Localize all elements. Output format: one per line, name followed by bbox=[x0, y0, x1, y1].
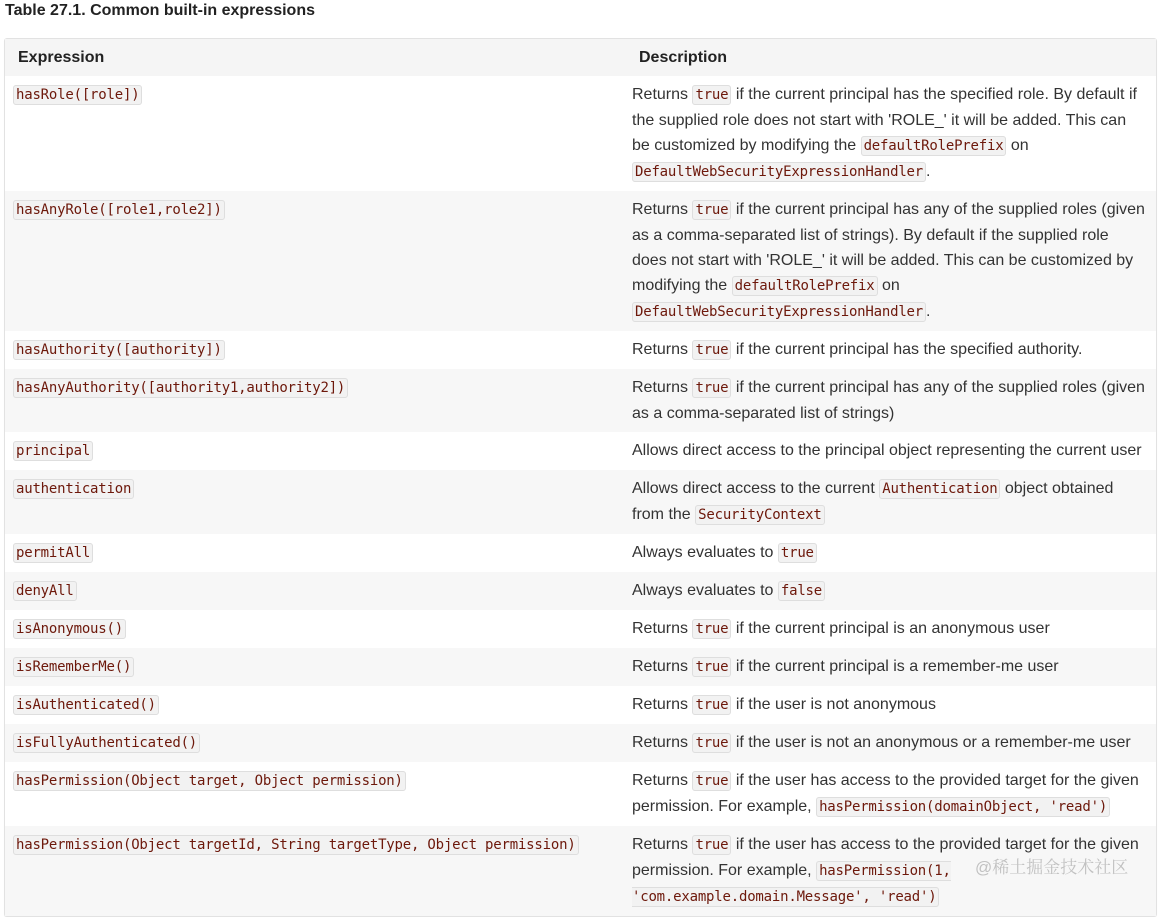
description-text: if the user is not an anonymous or a remember-me user bbox=[731, 734, 1131, 751]
expression-code: principal bbox=[13, 441, 93, 461]
description-cell bbox=[625, 724, 1156, 762]
table-row bbox=[5, 331, 1156, 369]
inline-code: hasPermission(1, 'com.example.domain.Message', 'read') bbox=[632, 863, 951, 905]
expression-cell bbox=[5, 369, 625, 432]
inline-code: true bbox=[692, 771, 731, 791]
expression-cell bbox=[5, 826, 625, 916]
description-cell bbox=[625, 572, 1156, 610]
expression-cell bbox=[5, 686, 625, 724]
table-row bbox=[5, 191, 1156, 331]
table-row bbox=[5, 762, 1156, 826]
description-cell bbox=[625, 826, 1156, 916]
table-row bbox=[5, 534, 1156, 572]
expression-cell bbox=[5, 470, 625, 534]
description-text: Allows direct access to the current bbox=[632, 480, 880, 497]
description-text: if the current principal has the specified role. By default if the supplied role does not start with 'ROLE_' it will be added. This can be customized by modifying the bbox=[632, 86, 1137, 154]
inline-code: false bbox=[778, 581, 825, 601]
inline-code: Authentication bbox=[879, 479, 1000, 499]
table-body bbox=[5, 76, 1156, 916]
inline-code: true bbox=[692, 378, 731, 398]
expression-code: hasAuthority([authority]) bbox=[13, 340, 225, 360]
description-text: Returns bbox=[632, 620, 693, 637]
expression-code: isAuthenticated() bbox=[13, 695, 159, 715]
description-text: Always evaluates to bbox=[632, 582, 778, 599]
column-header-expression: Expression bbox=[5, 39, 625, 76]
inline-code: DefaultWebSecurityExpressionHandler bbox=[632, 162, 926, 182]
table-row bbox=[5, 369, 1156, 432]
inline-code: true bbox=[692, 619, 731, 639]
description-text: if the current principal is a remember-me user bbox=[731, 658, 1059, 675]
description-text: on bbox=[1006, 137, 1029, 154]
description-cell bbox=[625, 191, 1156, 331]
inline-code: true bbox=[692, 657, 731, 677]
description-cell bbox=[625, 331, 1156, 369]
inline-code: defaultRolePrefix bbox=[732, 276, 878, 296]
description-cell bbox=[625, 762, 1156, 826]
expression-code: denyAll bbox=[13, 581, 77, 601]
inline-code: true bbox=[692, 695, 731, 715]
table-row bbox=[5, 572, 1156, 610]
description-text: Returns bbox=[632, 341, 693, 358]
description-text: . bbox=[926, 303, 931, 320]
table-row bbox=[5, 648, 1156, 686]
expression-code: permitAll bbox=[13, 543, 93, 563]
description-cell bbox=[625, 686, 1156, 724]
description-text: if the user has access to the provided target for the given permission. For example, bbox=[632, 836, 1139, 879]
description-cell bbox=[625, 534, 1156, 572]
expression-cell bbox=[5, 610, 625, 648]
expressions-table bbox=[4, 38, 1157, 917]
inline-code: hasPermission(domainObject, 'read') bbox=[816, 797, 1110, 817]
watermark: @稀土掘金技术社区 bbox=[975, 858, 1129, 877]
description-text: Returns bbox=[632, 734, 693, 751]
description-text: Returns bbox=[632, 379, 693, 396]
table-row bbox=[5, 76, 1156, 191]
description-text: if the current principal is an anonymous user bbox=[731, 620, 1050, 637]
expression-code: isAnonymous() bbox=[13, 619, 126, 639]
description-cell bbox=[625, 432, 1156, 470]
description-text: Returns bbox=[632, 696, 693, 713]
inline-code: SecurityContext bbox=[695, 505, 824, 525]
expression-code: authentication bbox=[13, 479, 134, 499]
description-text: object obtained from the bbox=[632, 480, 1114, 523]
inline-code: true bbox=[692, 733, 731, 753]
expression-code: isFullyAuthenticated() bbox=[13, 733, 200, 753]
description-cell bbox=[625, 470, 1156, 534]
expression-cell bbox=[5, 191, 625, 331]
expression-code: hasAnyAuthority([authority1,authority2]) bbox=[13, 378, 348, 398]
expression-code: hasRole([role]) bbox=[13, 85, 142, 105]
table-caption: Table 27.1. Common built-in expressions bbox=[5, 2, 315, 19]
inline-code: true bbox=[778, 543, 817, 563]
description-text: if the current principal has any of the supplied roles (given as a comma-separated list of strings) bbox=[632, 379, 1145, 422]
expression-cell bbox=[5, 724, 625, 762]
description-text: Returns bbox=[632, 836, 693, 853]
description-cell bbox=[625, 369, 1156, 432]
inline-code: true bbox=[692, 200, 731, 220]
description-text: Returns bbox=[632, 201, 693, 218]
description-text: Returns bbox=[632, 772, 693, 789]
expression-cell bbox=[5, 76, 625, 191]
expression-code: hasAnyRole([role1,role2]) bbox=[13, 200, 225, 220]
description-text: if the user has access to the provided target for the given permission. For example, bbox=[632, 772, 1139, 815]
description-text: if the current principal has the specified authority. bbox=[731, 341, 1083, 358]
description-cell bbox=[625, 76, 1156, 191]
column-header-description: Description bbox=[625, 39, 1156, 76]
expression-code: hasPermission(Object target, Object permission) bbox=[13, 771, 406, 791]
table-row bbox=[5, 432, 1156, 470]
inline-code: DefaultWebSecurityExpressionHandler bbox=[632, 302, 926, 322]
description-text: Returns bbox=[632, 86, 693, 103]
description-text: Returns bbox=[632, 658, 693, 675]
inline-code: true bbox=[692, 340, 731, 360]
description-text: . bbox=[926, 163, 931, 180]
expression-cell bbox=[5, 762, 625, 826]
expression-cell bbox=[5, 648, 625, 686]
table-row bbox=[5, 470, 1156, 534]
description-text: if the current principal has any of the supplied roles (given as a comma-separated list of strings). By default if the supplied role does not start with 'ROLE_' it will be added. This can be customized by modifying the bbox=[632, 201, 1145, 294]
table-row bbox=[5, 610, 1156, 648]
table-header-row bbox=[5, 39, 1156, 76]
inline-code: true bbox=[692, 835, 731, 855]
description-text: if the user is not anonymous bbox=[731, 696, 936, 713]
expression-code: isRememberMe() bbox=[13, 657, 134, 677]
table-row bbox=[5, 686, 1156, 724]
description-text: Allows direct access to the principal object representing the current user bbox=[632, 442, 1142, 459]
description-cell bbox=[625, 648, 1156, 686]
expression-code: hasPermission(Object targetId, String targetType, Object permission) bbox=[13, 835, 579, 855]
description-text: Always evaluates to bbox=[632, 544, 778, 561]
expression-cell bbox=[5, 534, 625, 572]
description-text: on bbox=[877, 277, 900, 294]
description-cell bbox=[625, 610, 1156, 648]
inline-code: defaultRolePrefix bbox=[861, 136, 1007, 156]
expression-cell bbox=[5, 331, 625, 369]
expression-cell bbox=[5, 432, 625, 470]
expression-cell bbox=[5, 572, 625, 610]
inline-code: true bbox=[692, 85, 731, 105]
table-row bbox=[5, 826, 1156, 916]
table-row bbox=[5, 724, 1156, 762]
